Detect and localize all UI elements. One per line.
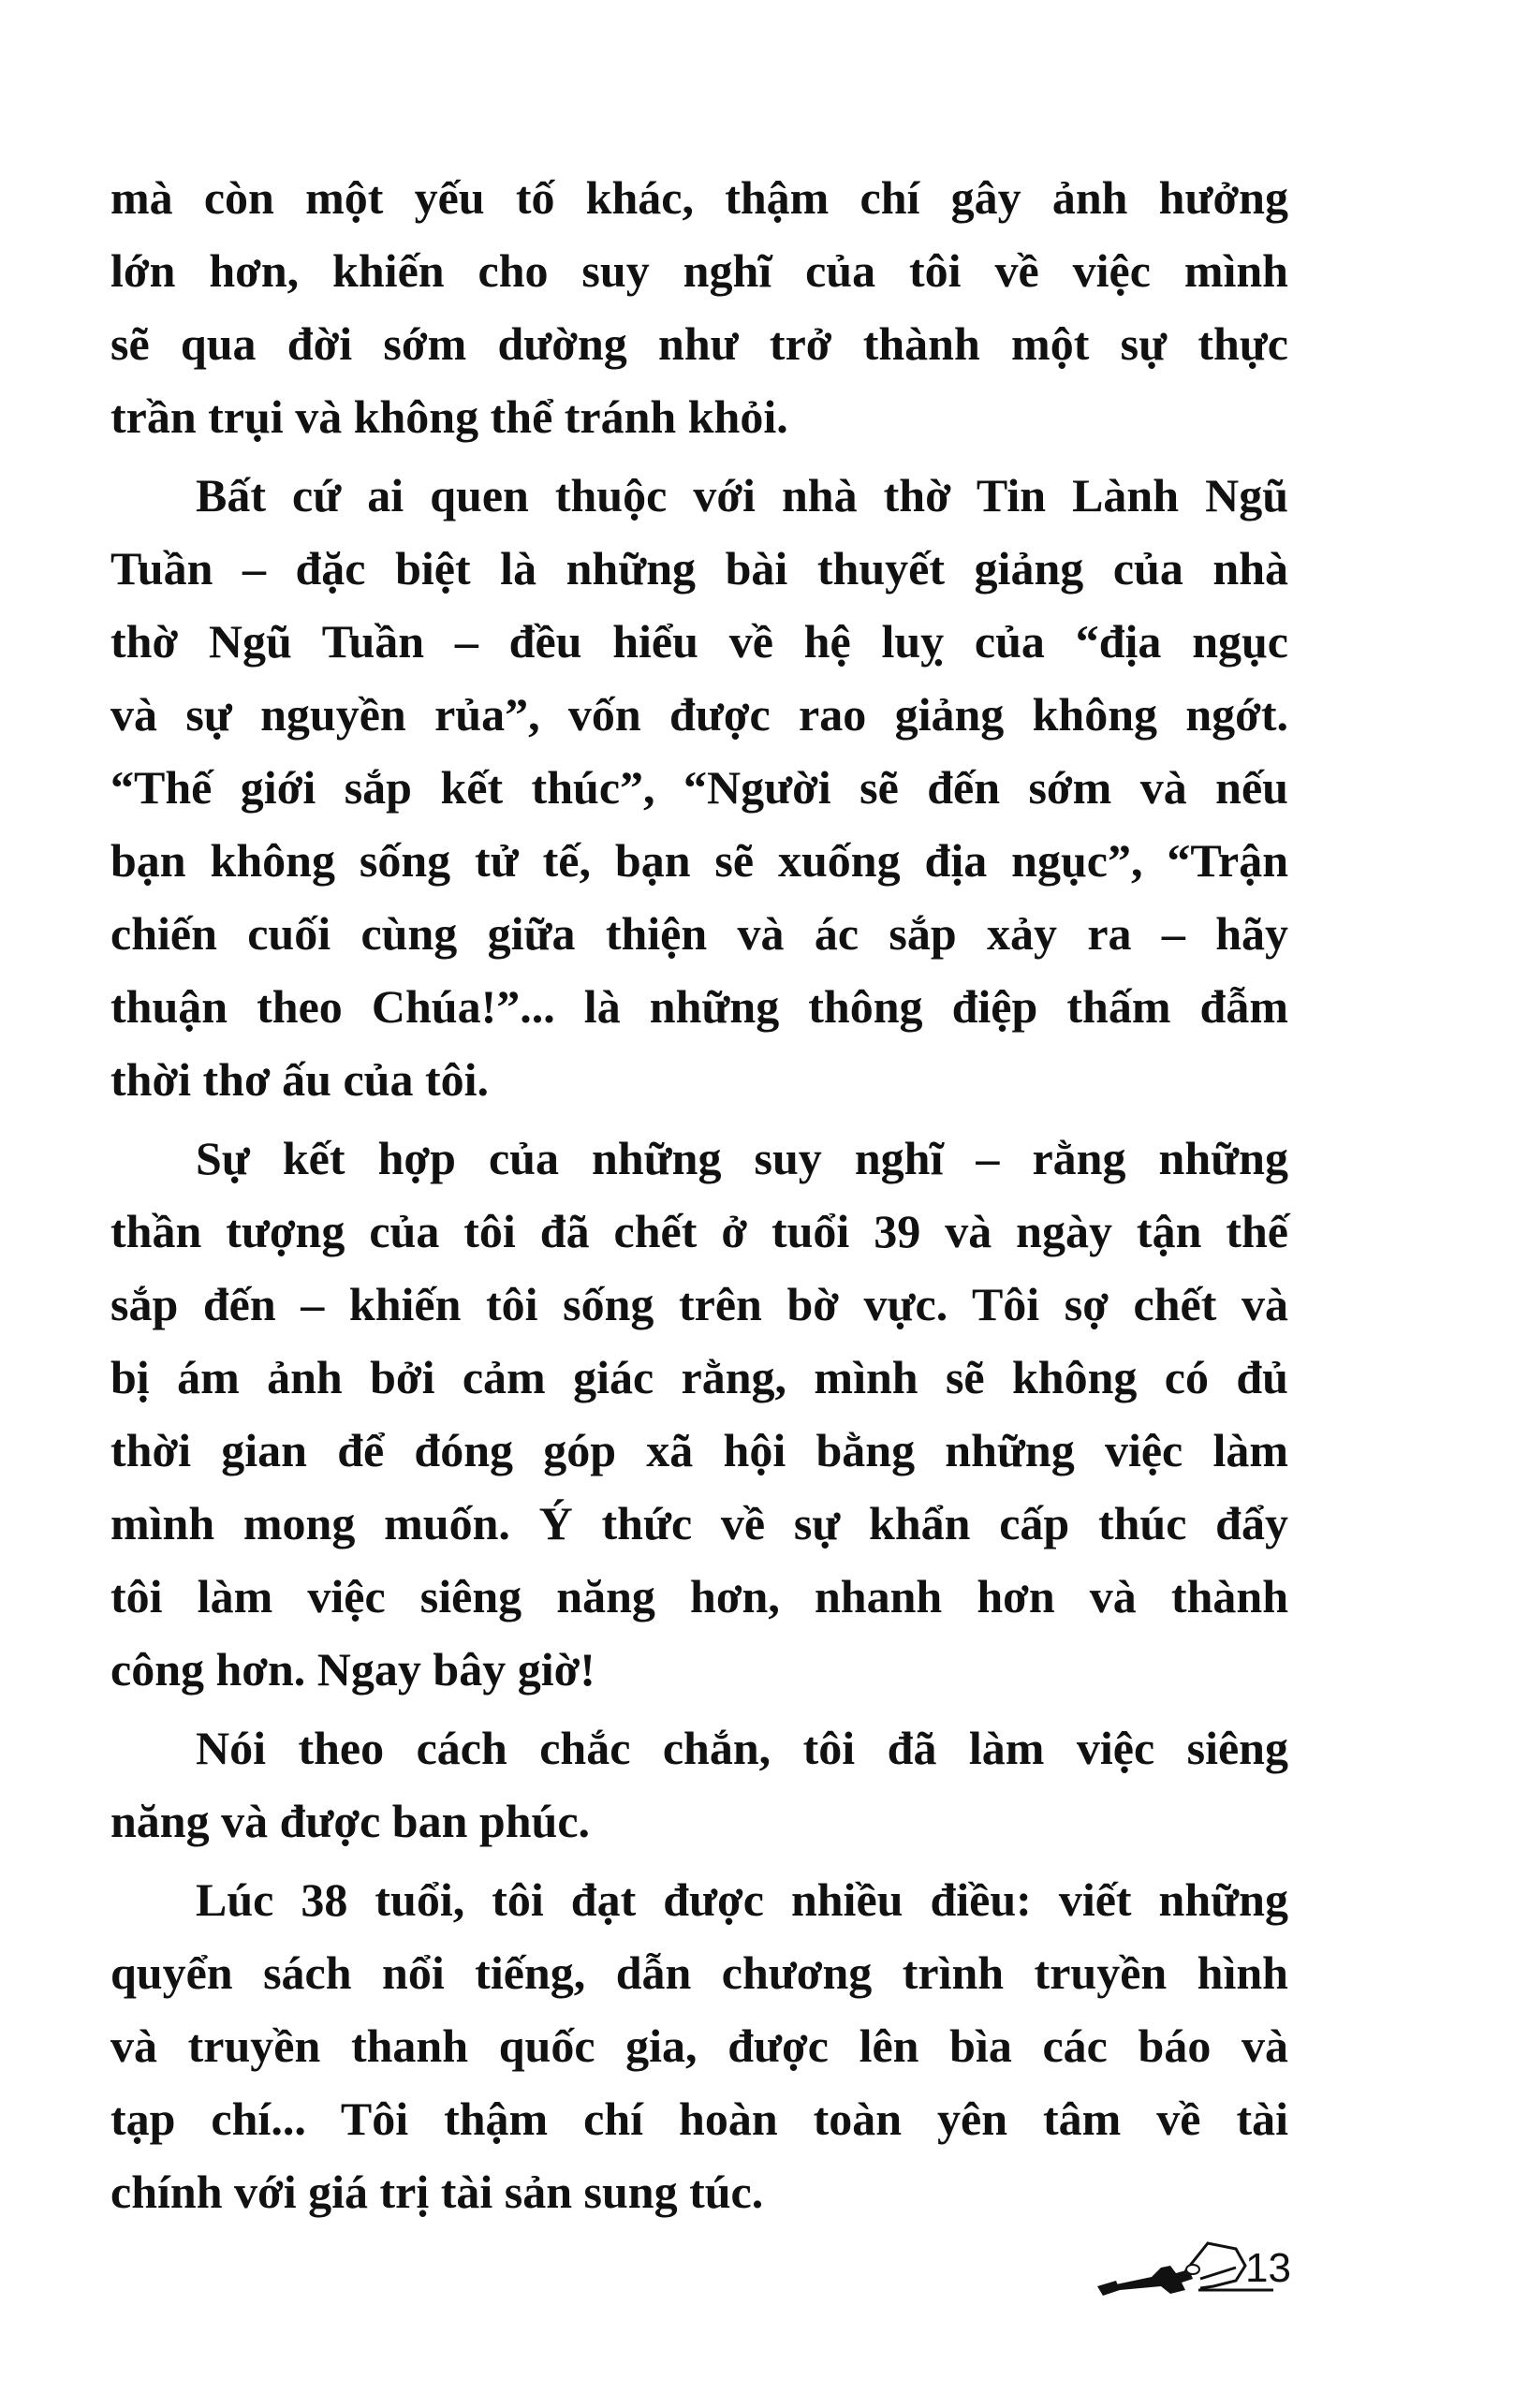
text-line: Lúc 38 tuổi, tôi đạt được nhiều điều: viết những	[196, 1873, 1288, 1926]
text-line: thờ Ngũ Tuần – đều hiểu về hệ luỵ của “địa ngục	[110, 615, 1288, 668]
text-line: Sự kết hợp của những suy nghĩ – rằng những	[196, 1132, 1288, 1184]
text-line: tạp chí... Tôi thậm chí hoàn toàn yên tâm về tài	[110, 2092, 1288, 2145]
text-line: năng và được ban phúc.	[110, 1795, 591, 1847]
paragraph	[110, 1863, 1288, 2228]
body-text	[110, 161, 1288, 2234]
text-line: mình mong muốn. Ý thức về sự khẩn cấp thúc đẩy	[110, 1497, 1288, 1549]
text-line: mà còn một yếu tố khác, thậm chí gây ảnh hưởng	[110, 171, 1288, 224]
text-line: thời gian để đóng góp xã hội bằng những việc làm	[110, 1424, 1288, 1476]
text-line: và truyền thanh quốc gia, được lên bìa các báo và	[110, 2019, 1288, 2072]
paragraph	[110, 161, 1288, 453]
text-line: quyển sách nổi tiếng, dẫn chương trình truyền hình	[110, 1946, 1288, 1999]
text-line: sẽ qua đời sớm dường như trở thành một sự thực	[110, 317, 1288, 370]
paragraph	[110, 459, 1288, 1116]
text-line: thuận theo Chúa!”... là những thông điệp thấm đẫm	[110, 980, 1288, 1033]
text-line: Bất cứ ai quen thuộc với nhà thờ Tin Lành Ngũ	[196, 469, 1288, 521]
text-line: Tuần – đặc biệt là những bài thuyết giảng của nhà	[110, 542, 1288, 595]
text-line: thần tượng của tôi đã chết ở tuổi 39 và ngày tận thế	[110, 1205, 1288, 1257]
text-line: chiến cuối cùng giữa thiện và ác sắp xảy ra – hãy	[110, 907, 1288, 960]
text-line: tôi làm việc siêng năng hơn, nhanh hơn và thành	[110, 1570, 1288, 1622]
text-line: thời thơ ấu của tôi.	[110, 1053, 490, 1106]
text-line: sắp đến – khiến tôi sống trên bờ vực. Tôi sợ chết và	[110, 1278, 1288, 1330]
text-line: và sự nguyền rủa”, vốn được rao giảng không ngớt.	[110, 688, 1288, 741]
text-line: Nói theo cách chắc chắn, tôi đã làm việc siêng	[196, 1722, 1288, 1774]
paragraph	[110, 1122, 1288, 1706]
text-line: công hơn. Ngay bây giờ!	[110, 1643, 595, 1696]
text-line: lớn hơn, khiến cho suy nghĩ của tôi về việc mình	[110, 244, 1288, 297]
paragraph	[110, 1711, 1288, 1857]
text-line: trần trụi và không thể tránh khỏi.	[110, 390, 788, 443]
text-line: bạn không sống tử tế, bạn sẽ xuống địa ngục”, “Trận	[110, 834, 1288, 887]
text-line: “Thế giới sắp kết thúc”, “Người sẽ đến sớm và nếu	[110, 761, 1288, 814]
page-number: 13	[1245, 2245, 1291, 2291]
text-line: chính với giá trị tài sản sung túc.	[110, 2166, 764, 2218]
text-line: bị ám ảnh bởi cảm giác rằng, mình sẽ không có đủ	[110, 1351, 1288, 1403]
